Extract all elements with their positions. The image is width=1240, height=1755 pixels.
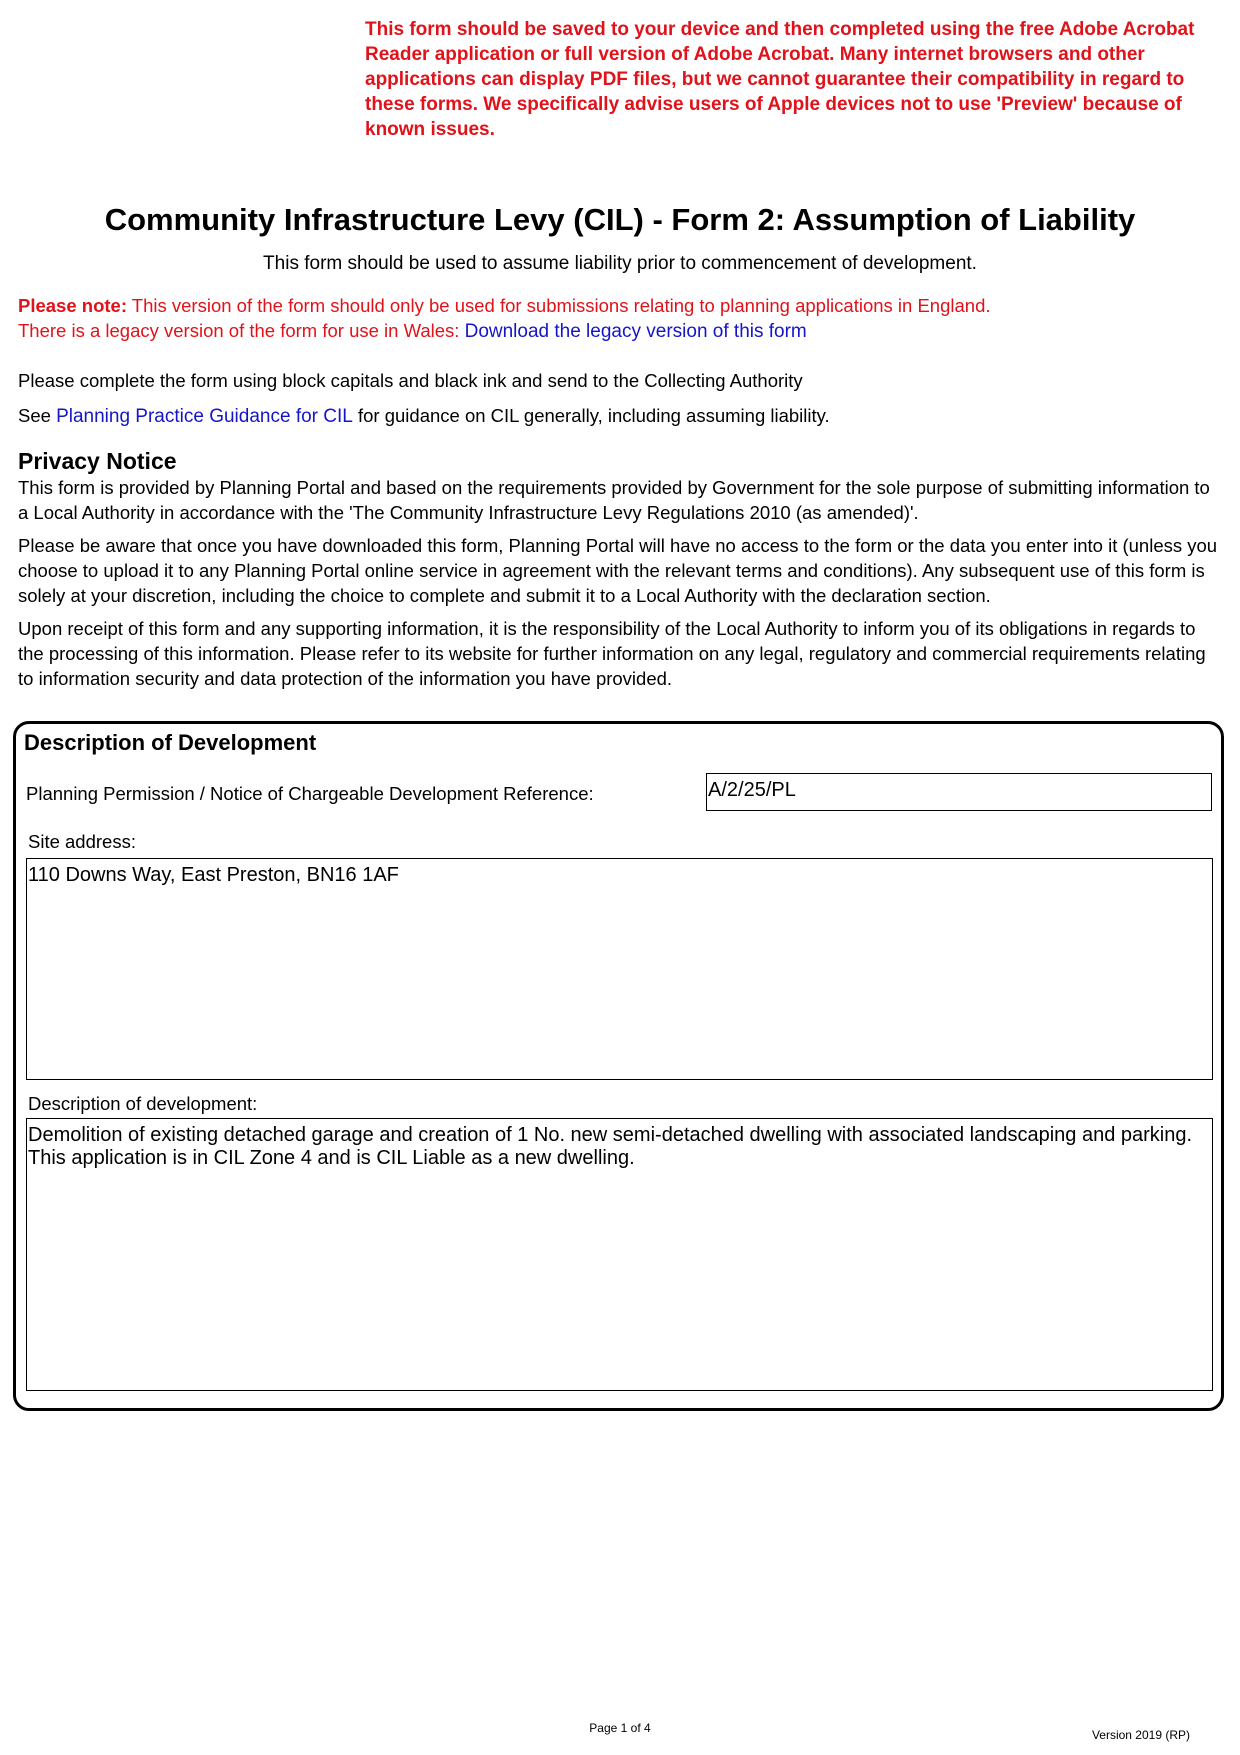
page-number: Page 1 of 4	[589, 1721, 651, 1735]
instructions-line-2	[18, 403, 1223, 429]
site-address-field[interactable]: 110 Downs Way, East Preston, BN16 1AF	[26, 858, 1213, 1080]
description-field[interactable]: Demolition of existing detached garage and creation of 1 No. new semi-detached dwelling with associated landscaping and parking. This application is in CIL Zone 4 and is CIL Liable as a new dwelling.	[26, 1118, 1213, 1391]
see-text: See	[18, 405, 57, 426]
legacy-form-link[interactable]: Download the legacy version of this form	[464, 321, 807, 342]
england-note	[18, 293, 1218, 344]
form-version: Version 2019 (RP)	[1091, 1728, 1190, 1742]
site-address-label: Site address:	[28, 831, 136, 852]
note-lead: Please note:	[18, 295, 127, 316]
note-line-1: This version of the form should only be used for submissions relating to planning applications in England.	[127, 295, 991, 316]
privacy-paragraph-3: Upon receipt of this form and any supporting information, it is the responsibility of the Local Authority to inform you of its obligations in regards to the processing of this information. Please refer to its website for further information on any legal, regulatory and commercial requirements relating to information security and data protection of the information you have provided.	[18, 618, 1206, 689]
guidance-tail: for guidance on CIL generally, including assuming liability.	[352, 405, 830, 426]
privacy-heading: Privacy Notice	[18, 448, 177, 474]
description-label: Description of development:	[28, 1093, 258, 1114]
form-title: Community Infrastructure Levy (CIL) - Form 2: Assumption of Liability	[104, 202, 1136, 237]
guidance-link[interactable]: Planning Practice Guidance for CIL	[56, 406, 353, 427]
privacy-paragraph-1: This form is provided by Planning Portal and based on the requirements provided by Government for the sole purpose of submitting information to a Local Authority in accordance with the 'The Community Infrastructure Levy Regulations 2010 (as amended)'.	[18, 477, 1210, 523]
reference-label: Planning Permission / Notice of Chargeable Development Reference:	[26, 783, 594, 804]
compatibility-warning: This form should be saved to your device and then completed using the free Adobe Acrobat Reader application or full version of Adobe Acrobat. Many internet browsers and other applications can display PDF files, but we cannot guarantee their compatibility in regard to these forms. We specifically advise users of Apple devices not to use 'Preview' because of known issues.	[365, 19, 1195, 140]
form-subtitle: This form should be used to assume liability prior to commencement of development.	[263, 253, 977, 274]
development-heading: Description of Development	[24, 730, 317, 755]
note-line-2: There is a legacy version of the form for use in Wales:	[18, 320, 465, 341]
reference-field[interactable]: A/2/25/PL	[706, 773, 1212, 811]
privacy-paragraph-2: Please be aware that once you have downloaded this form, Planning Portal will have no access to the form or the data you enter into it (unless you choose to upload it to any Planning Portal online service in agreement with the relevant terms and conditions). Any subsequent use of this form is solely at your discretion, including the choice to complete and submit it to a Local Authority with the declaration section.	[18, 535, 1218, 606]
instructions-line-1: Please complete the form using block capitals and black ink and send to the Collecting Authority	[18, 370, 803, 391]
